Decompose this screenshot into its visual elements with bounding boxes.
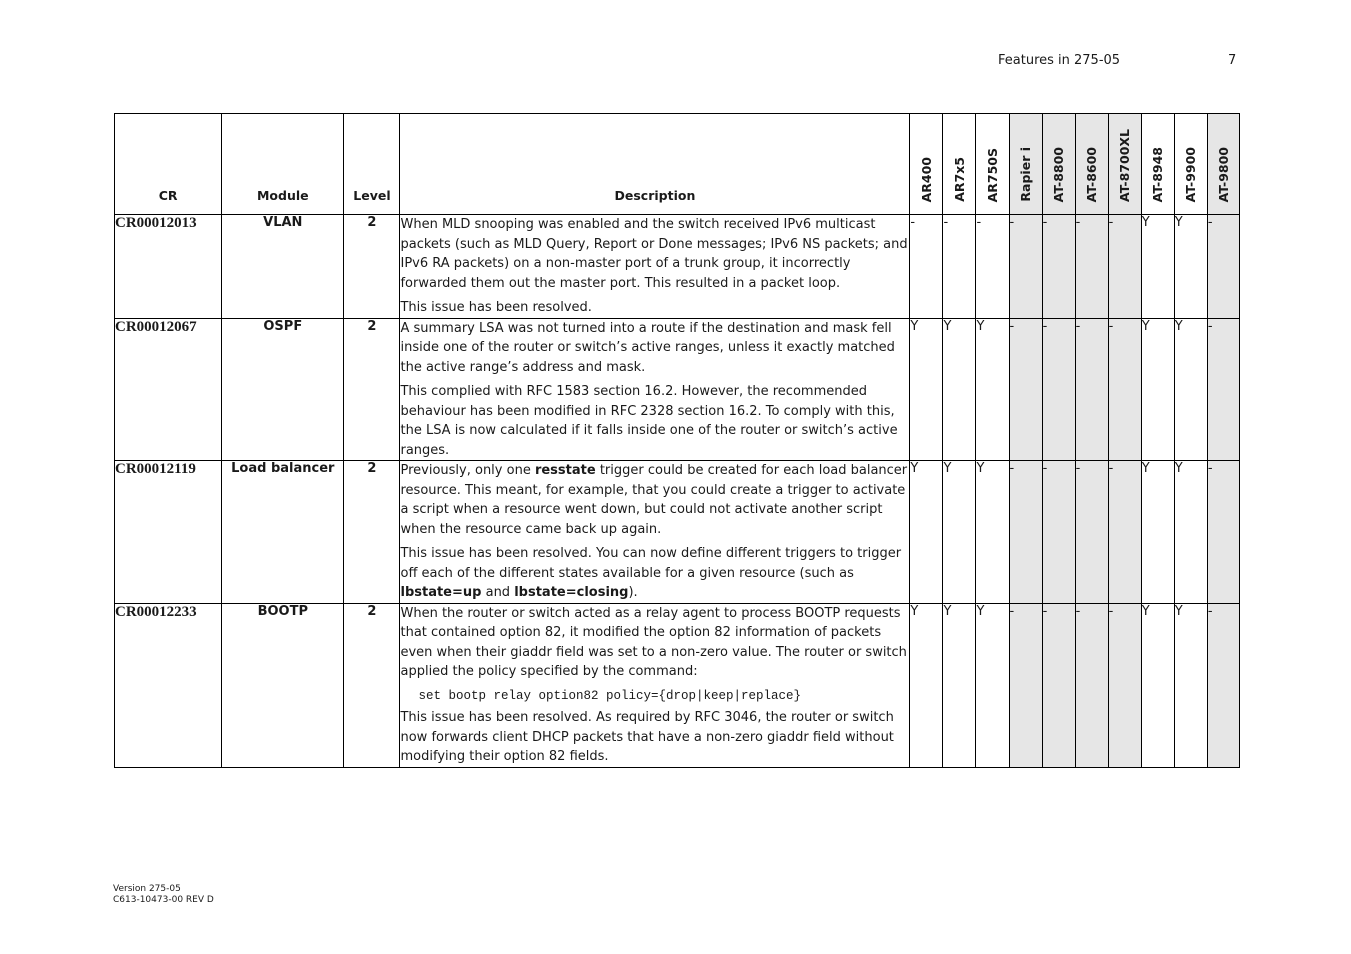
text-run: This complied with RFC 1583 section 16.2. However, the recommended behaviour has been modified in RFC 2328 section 16.2. To comply with this, the LSA is now calculated if it falls inside one of the router or switch’s active ranges. xyxy=(400,384,898,458)
column-header-cr: CR xyxy=(115,114,222,215)
product-name: AR750S xyxy=(985,147,1000,202)
support-flag: Y xyxy=(976,461,1009,604)
column-header-level: Level xyxy=(344,114,400,215)
description-cell xyxy=(400,318,910,461)
support-flag: Y xyxy=(943,603,976,767)
page-number: 7 xyxy=(1228,53,1237,68)
support-flag: Y xyxy=(976,603,1009,767)
support-flag: - xyxy=(1108,461,1141,604)
cr-number: CR00012067 xyxy=(115,318,222,461)
support-flag: Y xyxy=(976,318,1009,461)
support-flag: Y xyxy=(910,318,943,461)
level-value: 2 xyxy=(344,603,400,767)
text-run: ). xyxy=(628,585,638,600)
text-run: This issue has been resolved. xyxy=(400,300,592,315)
page-footer xyxy=(113,884,214,906)
table-header-row xyxy=(115,114,1240,215)
column-header-product xyxy=(1108,114,1141,215)
product-name: AR400 xyxy=(918,156,934,202)
text-run: When the router or switch acted as a relay agent to process BOOTP requests that contained option 82, it modified the option 82 information of packets even when their giaddr field was set to a non-zero value. The router or switch applied the policy specified by the command: xyxy=(400,605,907,679)
support-flag: Y xyxy=(910,603,943,767)
support-flag: - xyxy=(1108,318,1141,461)
support-flag: - xyxy=(1009,215,1042,319)
support-flag: - xyxy=(976,215,1009,319)
running-header-title: Features in 275-05 xyxy=(998,53,1121,68)
column-header-product xyxy=(1174,114,1207,215)
description-paragraph xyxy=(400,382,909,460)
product-name: AT-8948 xyxy=(1150,146,1166,202)
support-flag: Y xyxy=(1174,603,1207,767)
text-run: This issue has been resolved. You can now define different triggers to trigger off each of the different states available for a given resource (such as xyxy=(400,546,902,581)
column-header-product xyxy=(1141,114,1174,215)
text-run: set bootp relay option82 policy={drop|keep|replace} xyxy=(418,688,802,703)
description-paragraph xyxy=(400,544,909,603)
support-flag: Y xyxy=(1174,318,1207,461)
product-name: AT-8600 xyxy=(1084,146,1100,202)
product-name: AR7x5 xyxy=(951,157,967,202)
command-keyword: resstate xyxy=(534,463,596,478)
text-run: When MLD snooping was enabled and the switch received IPv6 multicast packets (such as MLD Query, Report or Done messages; IPv6 NS packets; and IPv6 RA packets) on a non-master port of a trunk group, it incorrectly forwarded them out the master port. This resulted in a packet loop. xyxy=(400,217,908,291)
level-value: 2 xyxy=(344,215,400,319)
product-name: Rapier i xyxy=(1018,147,1034,202)
description-paragraph xyxy=(400,319,909,378)
support-flag: - xyxy=(1075,318,1108,461)
support-flag: - xyxy=(1075,603,1108,767)
support-flag: - xyxy=(943,215,976,319)
support-flag: - xyxy=(1108,215,1141,319)
support-flag: Y xyxy=(943,318,976,461)
support-flag: - xyxy=(1108,603,1141,767)
text-run: trigger could be created for each load balancer resource. This meant, for example, that you could create a trigger to activate a script when a resource went down, but could not activate another script when the resource came back up again. xyxy=(400,463,908,537)
support-flag: - xyxy=(1042,318,1075,461)
support-flag: - xyxy=(1207,603,1239,767)
product-name: AT-9800 xyxy=(1215,146,1231,202)
support-flag: - xyxy=(1207,461,1239,604)
text-run: and xyxy=(481,585,515,600)
footer-document-code: C613-10473-00 REV D xyxy=(113,895,214,905)
level-value: 2 xyxy=(344,461,400,604)
description-paragraph xyxy=(400,461,909,539)
cr-number: CR00012013 xyxy=(115,215,222,319)
support-flag: Y xyxy=(1141,215,1174,319)
product-name: AT-9900 xyxy=(1183,146,1199,202)
description-paragraph xyxy=(400,708,909,767)
module-name: OSPF xyxy=(222,318,344,461)
support-flag: Y xyxy=(1174,461,1207,604)
text-run: Previously, only one xyxy=(400,463,535,478)
support-flag: Y xyxy=(910,461,943,604)
description-cell xyxy=(400,603,910,767)
text-run: This issue has been resolved. As required by RFC 3046, the router or switch now forwards client DHCP packets that have a non-zero giaddr field without modifying their option 82 fields. xyxy=(400,710,894,764)
table-row xyxy=(115,318,1240,461)
support-flag: - xyxy=(910,215,943,319)
column-header-module: Module xyxy=(222,114,344,215)
command-keyword: lbstate=up xyxy=(400,585,482,600)
column-header-product xyxy=(1207,114,1239,215)
table-row xyxy=(115,215,1240,319)
product-name: AT-8800 xyxy=(1051,146,1067,202)
module-name: BOOTP xyxy=(222,603,344,767)
column-header-product xyxy=(976,114,1009,215)
column-header-product xyxy=(943,114,976,215)
support-flag: Y xyxy=(1141,603,1174,767)
support-flag: - xyxy=(1009,318,1042,461)
support-flag: Y xyxy=(1141,318,1174,461)
support-flag: - xyxy=(1009,603,1042,767)
module-name: Load balancer xyxy=(222,461,344,604)
description-cell xyxy=(400,461,910,604)
footer-version: Version 275-05 xyxy=(113,884,181,894)
support-flag: Y xyxy=(1141,461,1174,604)
support-flag: - xyxy=(1207,215,1239,319)
command-syntax xyxy=(418,687,909,707)
support-flag: - xyxy=(1042,603,1075,767)
support-flag: - xyxy=(1009,461,1042,604)
description-paragraph xyxy=(400,604,909,682)
text-run: A summary LSA was not turned into a route if the destination and mask fell inside one of the router or switch’s active ranges, unless it exactly matched the active range’s address and mask. xyxy=(400,320,895,375)
description-paragraph xyxy=(400,298,909,318)
support-flag: - xyxy=(1207,318,1239,461)
support-flag: - xyxy=(1042,215,1075,319)
column-header-product xyxy=(1009,114,1042,215)
cr-number: CR00012119 xyxy=(115,461,222,604)
level-value: 2 xyxy=(344,318,400,461)
table-body xyxy=(115,215,1240,768)
table-row xyxy=(115,603,1240,767)
features-table xyxy=(114,113,1240,768)
description-cell xyxy=(400,215,910,319)
support-flag: - xyxy=(1075,215,1108,319)
cr-number: CR00012233 xyxy=(115,603,222,767)
column-header-product xyxy=(1042,114,1075,215)
support-flag: Y xyxy=(943,461,976,604)
table-row xyxy=(115,461,1240,604)
product-name: AT-8700XL xyxy=(1117,129,1133,202)
support-flag: - xyxy=(1042,461,1075,604)
module-name: VLAN xyxy=(222,215,344,319)
column-header-description: Description xyxy=(400,114,910,215)
command-keyword: lbstate=closing xyxy=(514,585,629,600)
support-flag: Y xyxy=(1174,215,1207,319)
column-header-product xyxy=(1075,114,1108,215)
support-flag: - xyxy=(1075,461,1108,604)
description-paragraph xyxy=(400,215,909,293)
column-header-product xyxy=(910,114,943,215)
